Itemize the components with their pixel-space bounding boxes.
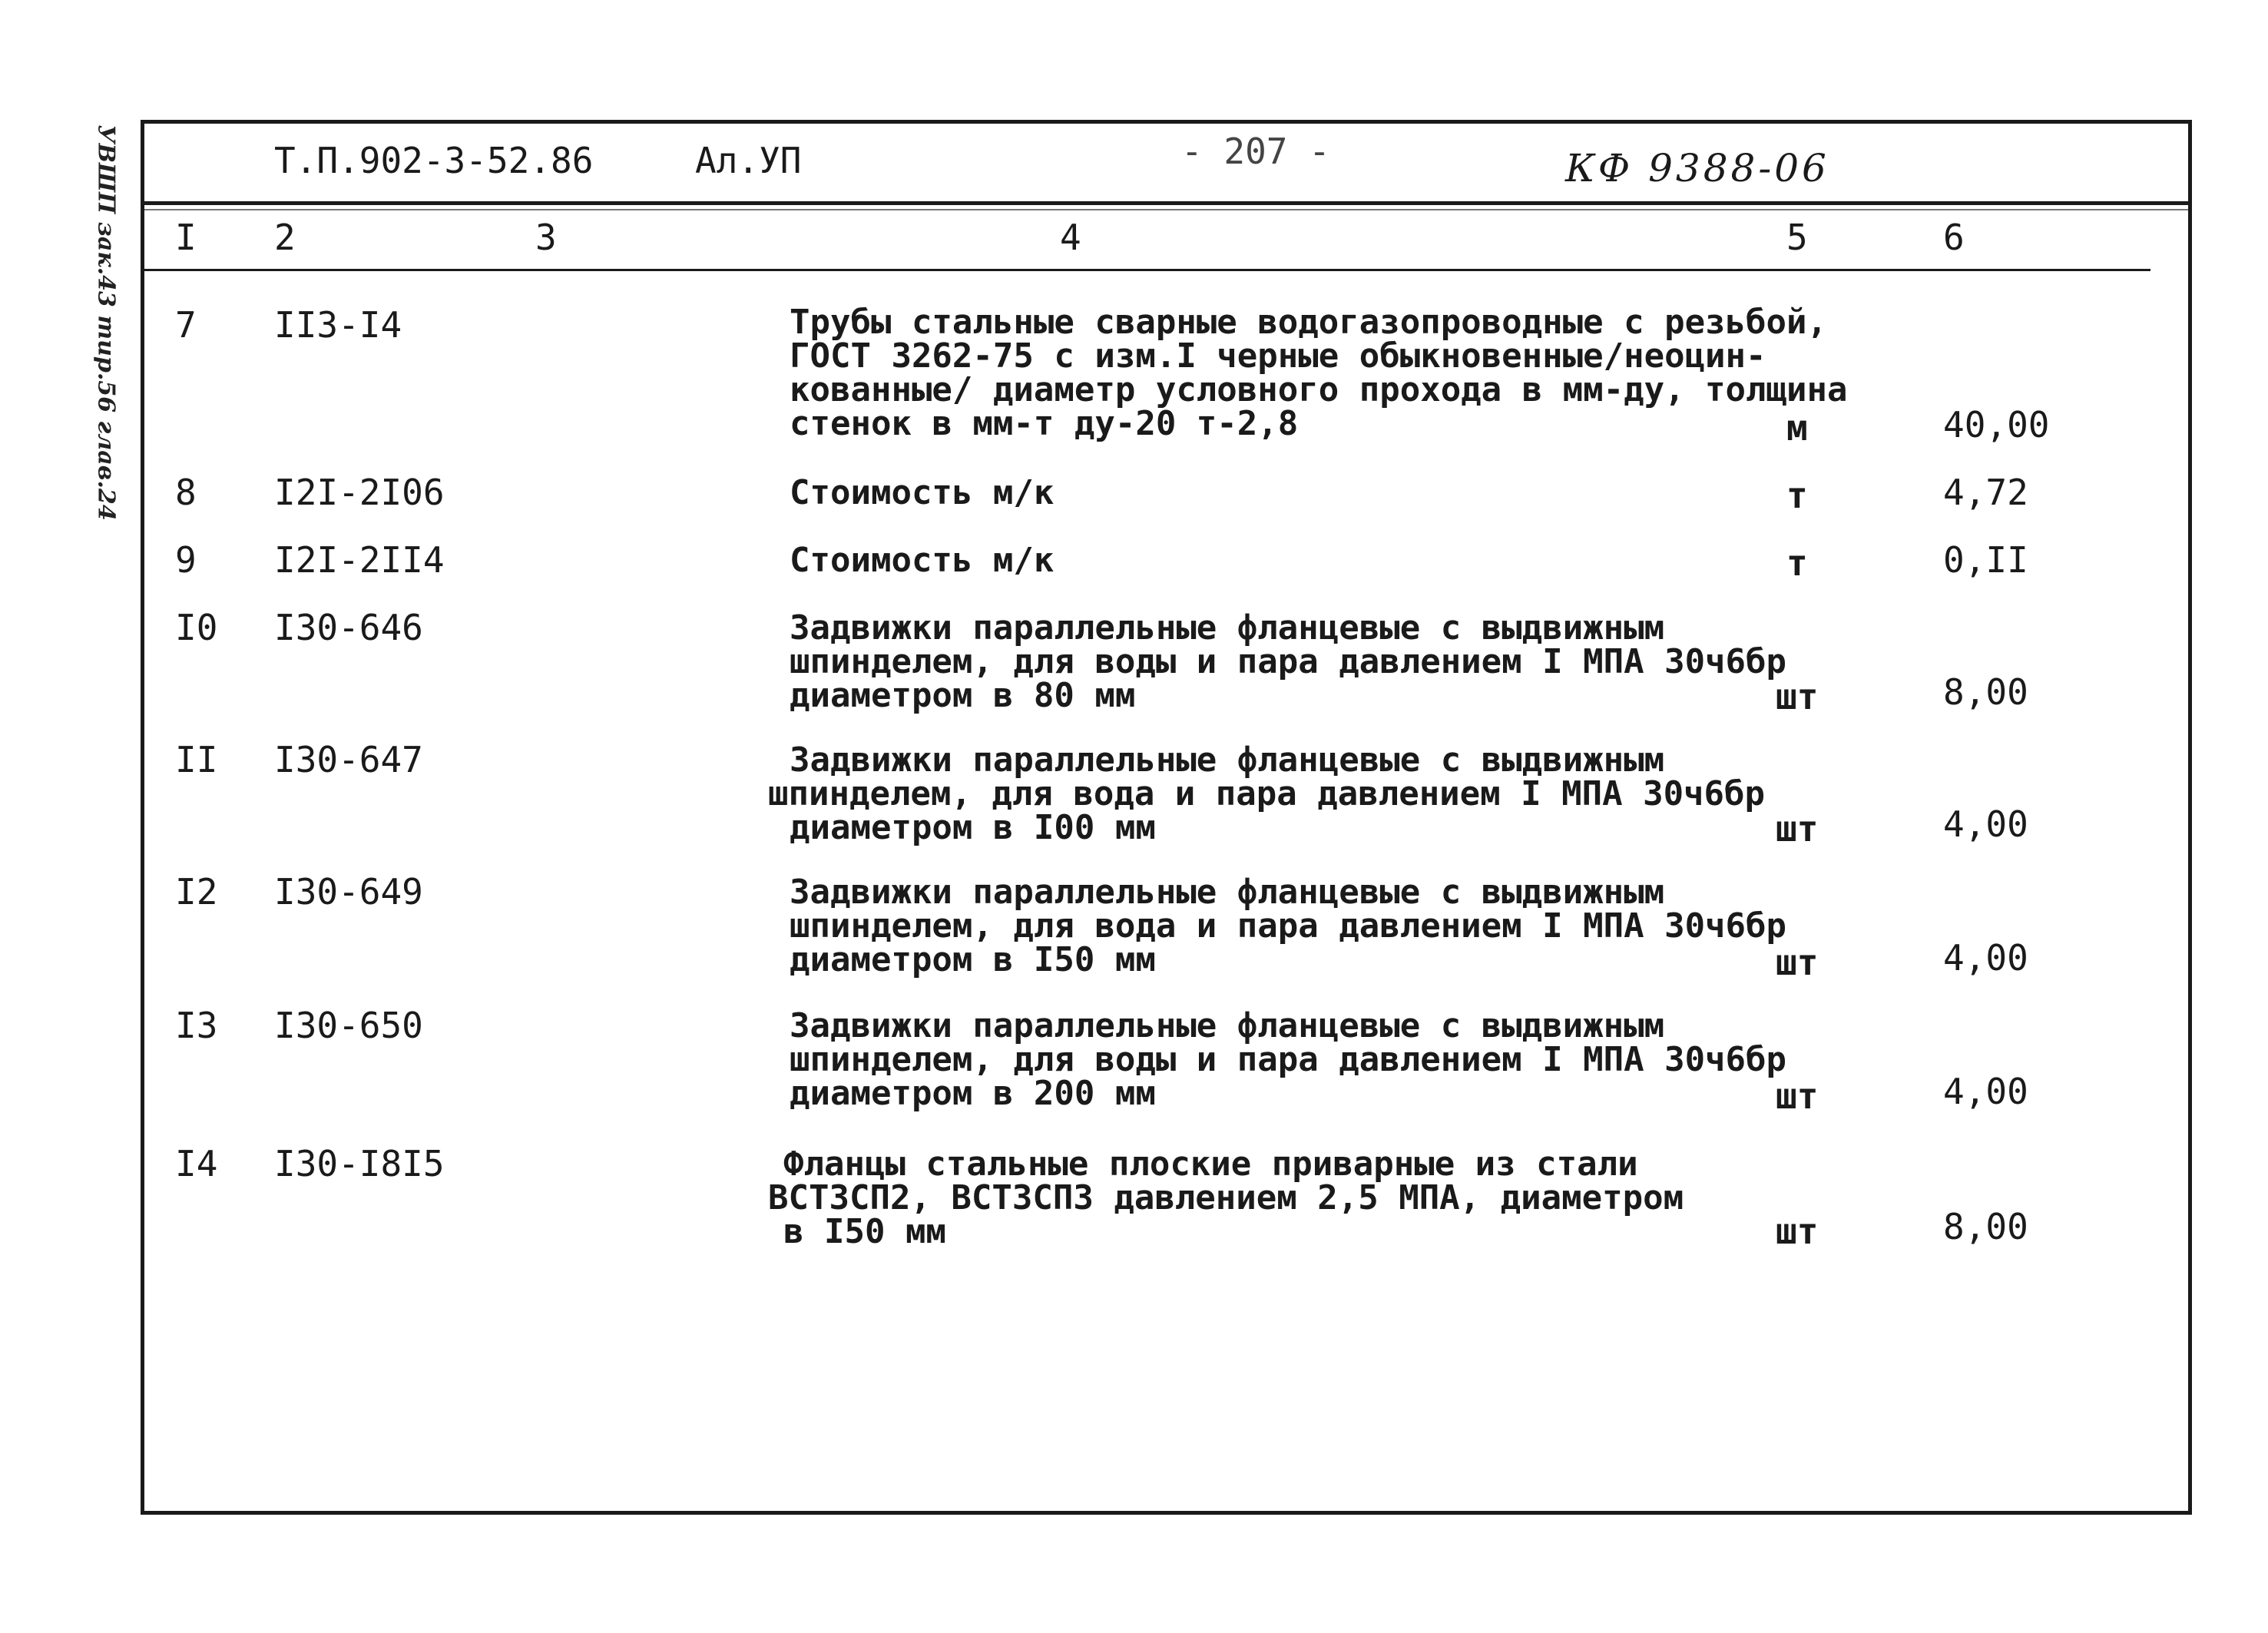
quantity: 4,00	[1943, 1071, 2028, 1112]
margin-stamp-text: УВШП зак.43 тир.56 глав.24	[92, 124, 120, 521]
price-code: I30-647	[274, 739, 423, 780]
item-description	[768, 740, 1766, 847]
page-number: - 207 -	[1181, 131, 1330, 172]
column-number-1: I	[175, 217, 197, 258]
column-number-5: 5	[1786, 217, 1808, 258]
column-number-2: 2	[274, 217, 296, 258]
quantity: 40,00	[1943, 404, 2050, 446]
header-rule	[141, 201, 2192, 205]
unit: т	[1786, 542, 1808, 584]
quantity: 8,00	[1943, 1206, 2028, 1247]
description-line: шпинделем, для воды и пара давлением I МПА 30ч6бр	[790, 642, 1787, 681]
description-line: Стоимость м/к	[790, 473, 1055, 512]
description-line: ГОСТ 3262-75 с изм.I черные обыкновенные/неоцин-	[790, 336, 1766, 376]
description-line: диаметром в I50 мм	[790, 940, 1156, 979]
description-line: Стоимость м/к	[790, 541, 1055, 580]
description-line: Трубы стальные сварные водогазопроводные с резьбой,	[790, 303, 1828, 342]
album-number: Ал.УП	[695, 140, 802, 181]
project-code: Т.П.902-3-52.86	[274, 140, 594, 181]
row-number: I4	[175, 1143, 218, 1184]
unit: шт	[1776, 1075, 1819, 1117]
item-description	[790, 1006, 1787, 1113]
quantity: 4,00	[1943, 803, 2028, 845]
column-header-rule	[144, 269, 2150, 271]
description-line: шпинделем, для вода и пара давлением I МПА 30ч6бр	[790, 906, 1787, 946]
description-line: Задвижки параллельные фланцевые с выдвижным	[790, 1006, 1665, 1045]
column-number-3: 3	[535, 217, 557, 258]
archive-number: КФ 9388-06	[1565, 146, 1829, 190]
description-line: в I50 мм	[783, 1212, 946, 1251]
description-line: диаметром в I00 мм	[790, 808, 1156, 847]
description-line: шпинделем, для вода и пара давлением I МПА 30ч6бр	[768, 774, 1766, 813]
price-code: II3-I4	[274, 304, 402, 346]
row-number: I3	[175, 1005, 218, 1046]
item-description	[790, 303, 1848, 443]
row-number: I2	[175, 871, 218, 913]
unit: м	[1786, 407, 1808, 449]
description-line: кованные/ диаметр условного прохода в мм-ду, толщина	[790, 370, 1848, 409]
unit: шт	[1776, 676, 1819, 717]
description-line: Задвижки параллельные фланцевые с выдвижным	[790, 740, 1665, 780]
description-line: Задвижки параллельные фланцевые с выдвижным	[790, 873, 1665, 912]
price-code: I2I-2II4	[274, 539, 445, 581]
row-number: I0	[175, 607, 218, 648]
row-number: II	[175, 739, 218, 780]
price-code: I30-649	[274, 871, 423, 913]
header-rule-inner	[144, 209, 2192, 210]
column-number-4: 4	[1060, 217, 1081, 258]
item-description	[790, 608, 1787, 715]
unit: шт	[1776, 808, 1819, 850]
unit: шт	[1776, 1211, 1819, 1252]
column-number-6: 6	[1943, 217, 1965, 258]
row-number: 8	[175, 472, 197, 513]
item-description	[790, 873, 1787, 979]
description-line: Фланцы стальные плоские приварные из стали	[783, 1144, 1638, 1184]
quantity: 4,00	[1943, 937, 2028, 979]
row-number: 7	[175, 304, 197, 346]
description-line: Задвижки параллельные фланцевые с выдвижным	[790, 608, 1665, 648]
description-line: ВСТ3СП2, ВСТ3СП3 давлением 2,5 МПА, диаметром	[768, 1178, 1684, 1217]
item-description	[790, 541, 1055, 580]
item-description	[768, 1144, 1684, 1251]
quantity: 8,00	[1943, 671, 2028, 713]
item-description	[790, 473, 1055, 512]
price-code: I30-646	[274, 607, 423, 648]
price-code: I2I-2I06	[274, 472, 445, 513]
price-code: I30-I8I5	[274, 1143, 445, 1184]
description-line: стенок в мм-т ду-20 т-2,8	[790, 404, 1299, 443]
quantity: 4,72	[1943, 472, 2028, 513]
unit: шт	[1776, 942, 1819, 983]
unit: т	[1786, 475, 1808, 516]
margin-stamp	[83, 124, 129, 521]
price-code: I30-650	[274, 1005, 423, 1046]
description-line: диаметром в 200 мм	[790, 1074, 1156, 1113]
row-number: 9	[175, 539, 197, 581]
quantity: 0,II	[1943, 539, 2028, 581]
description-line: шпинделем, для воды и пара давлением I МПА 30ч6бр	[790, 1040, 1787, 1079]
description-line: диаметром в 80 мм	[790, 676, 1136, 715]
